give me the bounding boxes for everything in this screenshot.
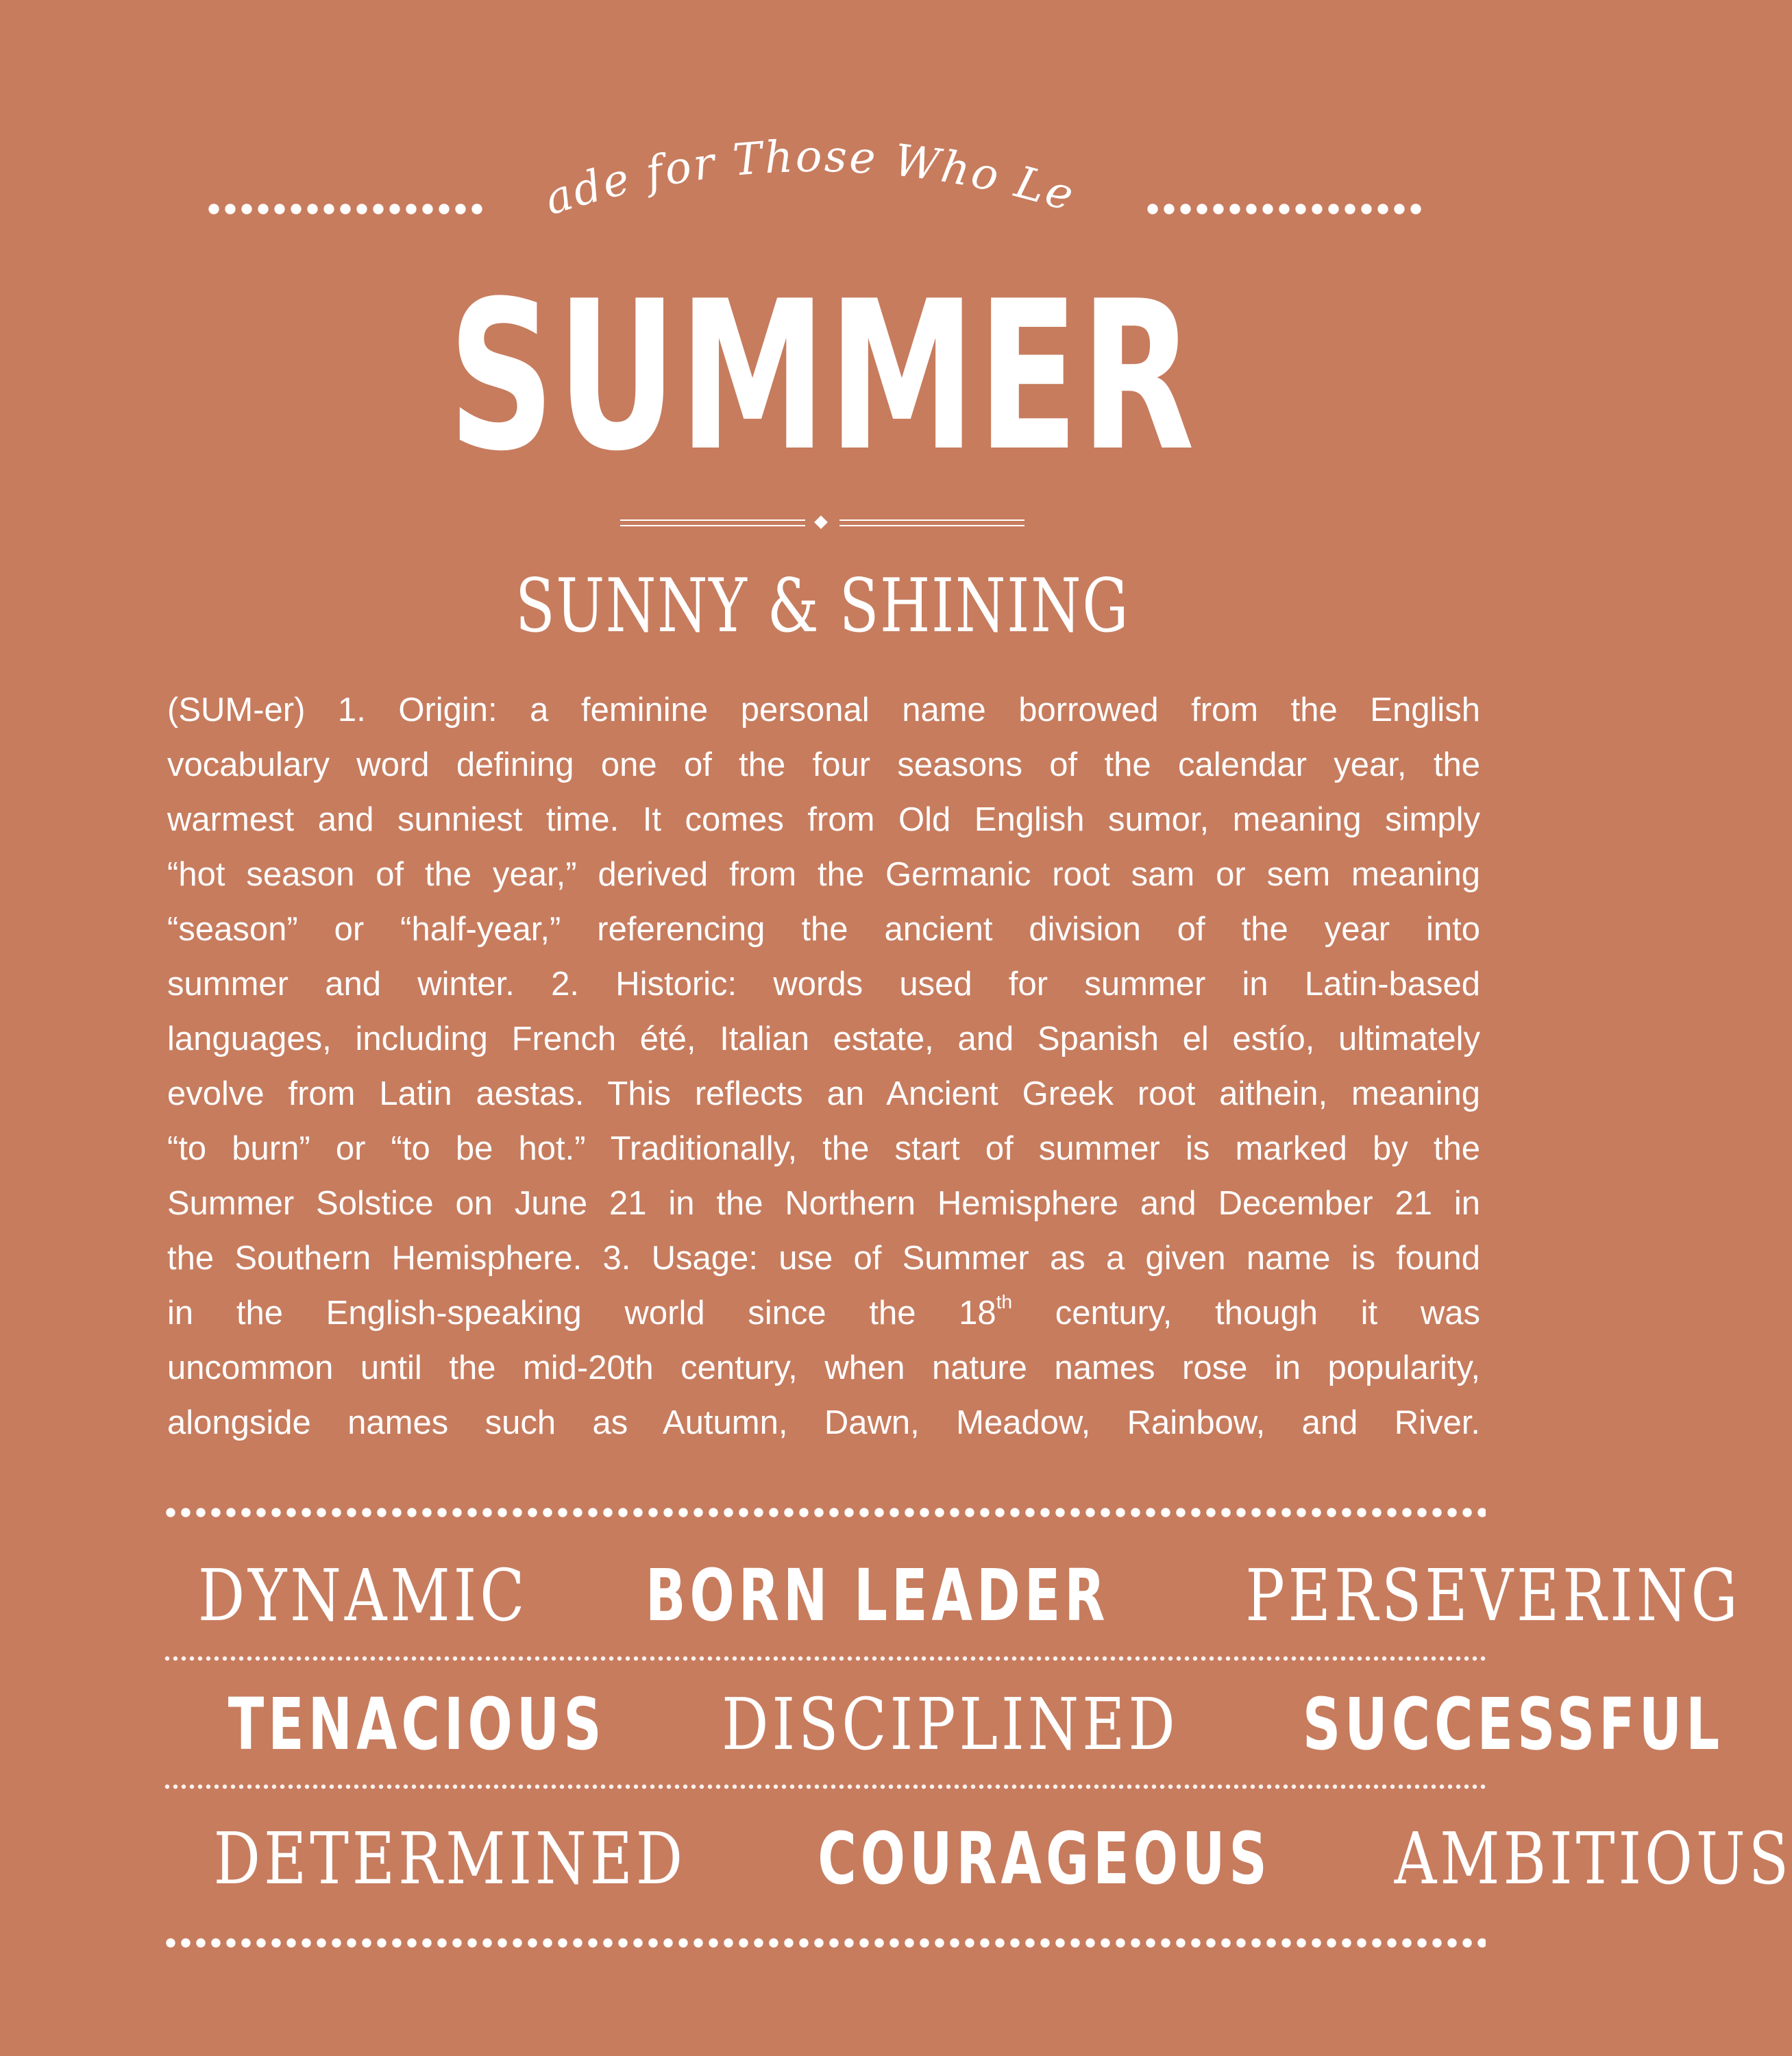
trait-row-3 <box>162 1817 1792 1900</box>
trait-word: COURAGEOUS <box>817 1817 1271 1900</box>
definition-line <box>167 1286 1480 1341</box>
trait-word: SUCCESSFUL <box>1302 1682 1724 1766</box>
definition-line: summer and winter. 2. Historic: words used for summer in Latin-based <box>167 966 1480 1003</box>
ornament-lines-left <box>620 519 805 526</box>
trait-word: AMBITIOUS <box>1394 1817 1792 1900</box>
trait-word: DISCIPLINED <box>722 1682 1179 1766</box>
definition-line: warmest and sunniest time. It comes from Old English sumor, meaning simply <box>167 801 1480 838</box>
trait-row-2 <box>162 1682 1724 1766</box>
definition-line: “hot season of the year,” derived from the Germanic root sam or sem meaning <box>167 856 1480 893</box>
trait-word: DETERMINED <box>213 1817 687 1900</box>
dotted-rule-bottom <box>163 1935 1486 1950</box>
trait-word: TENACIOUS <box>228 1682 606 1766</box>
tagline-arc <box>504 73 1103 243</box>
tagline-row <box>199 73 1432 243</box>
definition-text: in the English-speaking world since the 18 <box>167 1295 996 1332</box>
name-meaning: SUNNY & SHINING <box>515 563 1130 649</box>
definition-line: “to burn” or “to be hot.” Traditionally, the start of summer is marked by the <box>167 1130 1480 1167</box>
trait-word: BORN LEADER <box>646 1554 1109 1637</box>
dotted-rule-right <box>1144 201 1425 217</box>
name-title: SUMMER <box>447 257 1197 496</box>
dotted-rule-top <box>163 1505 1486 1520</box>
trait-row-1 <box>162 1554 1741 1637</box>
trait-word: DYNAMIC <box>197 1554 528 1637</box>
definition-line: vocabulary word defining one of the four seasons of the calendar year, the <box>167 746 1480 783</box>
definition-line: uncommon until the mid-20th century, when nature names rose in popularity, <box>167 1349 1480 1386</box>
trait-word: PERSEVERING <box>1244 1554 1741 1637</box>
definition-line: (SUM-er) 1. Origin: a feminine personal name borrowed from the English <box>167 692 1480 729</box>
definition-line: alongside names such as Autumn, Dawn, Meadow, Rainbow, and River. <box>167 1404 1480 1441</box>
dotted-separator <box>163 1784 1486 1789</box>
tagline-text: Made for Those Who Lead <box>504 73 1081 225</box>
dotted-separator <box>163 1656 1486 1661</box>
ordinal-suffix: th <box>996 1290 1013 1312</box>
definition-line: Summer Solstice on June 21 in the Northern Hemisphere and December 21 in <box>167 1185 1480 1222</box>
definition-paragraph <box>167 683 1480 1450</box>
dotted-rule-left <box>206 201 487 217</box>
definition-line: evolve from Latin aestas. This reflects an Ancient Greek root aithein, meaning <box>167 1075 1480 1112</box>
definition-line: the Southern Hemisphere. 3. Usage: use of Summer as a given name is found <box>167 1240 1480 1277</box>
diamond-icon <box>814 515 828 529</box>
definition-text: century, though it was <box>1012 1295 1480 1332</box>
ornament-divider <box>620 515 1024 532</box>
definition-line: languages, including French été, Italian estate, and Spanish el estío, ultimately <box>167 1020 1480 1057</box>
ornament-lines-right <box>839 519 1024 526</box>
definition-line: “season” or “half-year,” referencing the ancient division of the year into <box>167 911 1480 948</box>
